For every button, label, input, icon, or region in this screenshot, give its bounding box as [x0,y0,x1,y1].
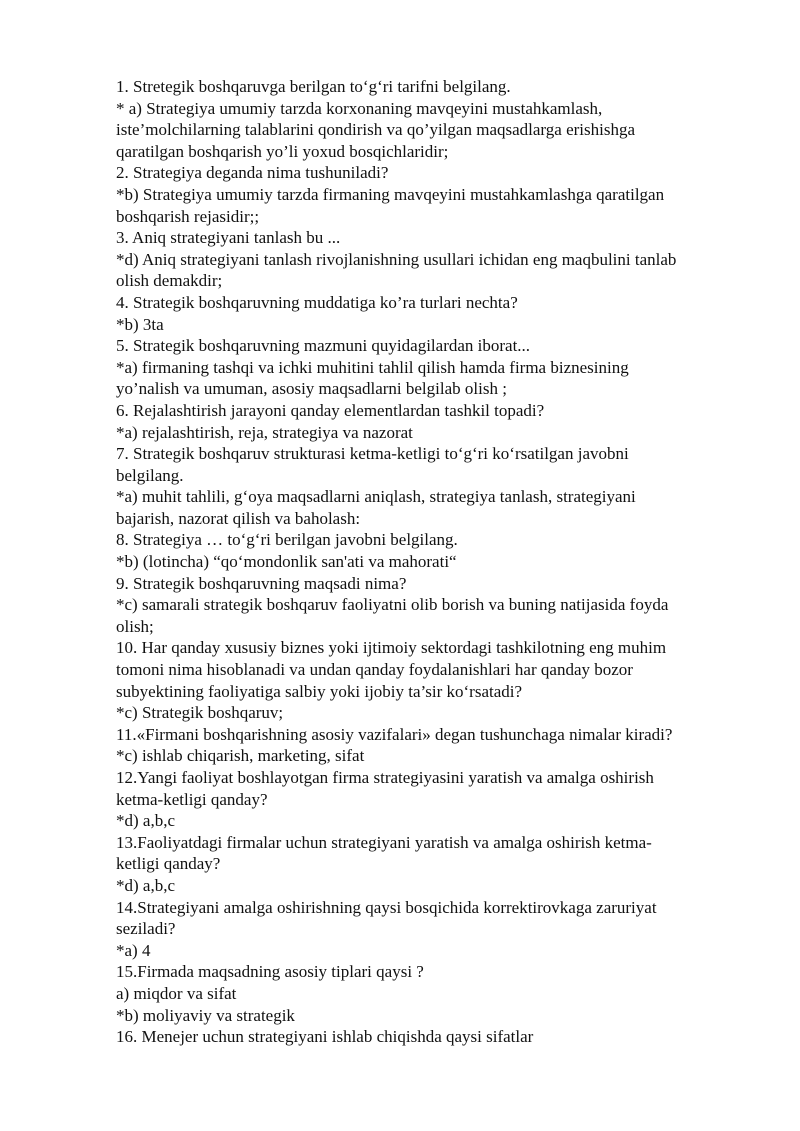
answer-5-line-1: *a) firmaning tashqi va ichki muhitini tahlil qilish hamda firma biznesining [116,357,629,377]
question-4: 4. Strategik boshqaruvning muddatiga ko’ra turlari nechta? [116,292,518,312]
answer-7-line-1: *a) muhit tahlili, g‘oya maqsadlarni aniqlash, strategiya tanlash, strategiyani [116,487,636,507]
answer-14: *a) 4 [116,940,151,960]
question-16: 16. Menejer uchun strategiyani ishlab chiqishda qaysi sifatlar [116,1027,534,1047]
answer-2-line-2: boshqarish rejasidir;; [116,206,260,226]
question-10-line-1: 10. Har qanday xususiy biznes yoki ijtimoiy sektordagi tashkilotning eng muhim [116,638,667,658]
document-page [116,76,756,1048]
answer-5-line-2: yo’nalish va umuman, asosiy maqsadlarni belgilab olish ; [116,379,507,399]
question-7-line-1: 7. Strategik boshqaruv strukturasi ketma-ketligi to‘g‘ri ko‘rsatilgan javobni [116,444,629,464]
answer-7-line-2: bajarish, nazorat qilish va baholash: [116,508,361,528]
answer-12: *d) a,b,c [116,811,176,831]
answer-2-line-1: *b) Strategiya umumiy tarzda firmaning mavqeyini mustahkamlashga qaratilgan [116,184,665,204]
question-13-line-2: ketligi qanday? [116,854,221,874]
question-9: 9. Strategik boshqaruvning maqsadi nima? [116,573,407,593]
question-15: 15.Firmada maqsadning asosiy tiplari qaysi ? [116,962,424,982]
question-6: 6. Rejalashtirish jarayoni qanday elementlardan tashkil topadi? [116,400,545,420]
question-14-line-2: seziladi? [116,919,176,939]
answer-1-line-1: * a) Strategiya umumiy tarzda korxonaning mavqeyini mustahkamlash, [116,98,603,118]
answer-13: *d) a,b,c [116,875,176,895]
answer-10: *c) Strategik boshqaruv; [116,703,284,723]
question-5: 5. Strategik boshqaruvning mazmuni quyidagilardan iborat... [116,336,531,356]
question-1: 1. Stretegik boshqaruvga berilgan to‘g‘ri tarifni belgilang. [116,77,511,96]
answer-9-line-1: *c) samarali strategik boshqaruv faoliyatni olib borish va buning natijasida foyda [116,595,669,615]
answer-15: *b) moliyaviy va strategik [116,1005,295,1025]
answer-9-line-2: olish; [116,616,154,636]
option-15-a: a) miqdor va sifat [116,983,237,1003]
answer-1-line-2: iste’molchilarning talablarini qondirish va qo’yilgan maqsadlarga erishishga [116,120,635,140]
question-14-line-1: 14.Strategiyani amalga oshirishning qaysi bosqichida korrektirovkaga zaruriyat [116,897,657,917]
answer-6: *a) rejalashtirish, reja, strategiya va nazorat [116,422,413,442]
question-3: 3. Aniq strategiyani tanlash bu ... [116,228,341,248]
question-7-line-2: belgilang. [116,465,184,485]
question-13-line-1: 13.Faoliyatdagi firmalar uchun strategiyani yaratish va amalga oshirish ketma- [116,832,652,852]
question-11: 11.«Firmani boshqarishning asosiy vazifalari» degan tushunchaga nimalar kiradi? [116,724,673,744]
answer-3-line-2: olish demakdir; [116,271,223,291]
question-10-line-2: tomoni nima hisoblanadi va undan qanday foydalanishlari har qanday bozor [116,660,633,680]
question-8: 8. Strategiya … to‘g‘ri berilgan javobni belgilang. [116,530,458,550]
answer-11: *c) ishlab chiqarish, marketing, sifat [116,746,365,766]
question-12-line-2: ketma-ketligi qanday? [116,789,268,809]
answer-4: *b) 3ta [116,314,164,334]
answer-3-line-1: *d) Aniq strategiyani tanlash rivojlanishning usullari ichidan eng maqbulini tanlab [116,249,677,269]
answer-1-line-3: qaratilgan boshqarish yo’li yoxud bosqichlaridir; [116,141,449,161]
question-10-line-3: subyektining faoliyatiga salbiy yoki ijobiy ta’sir ko‘rsatadi? [116,681,523,701]
answer-8: *b) (lotincha) “qo‘mondonlik san'ati va mahorati“ [116,552,457,572]
question-12-line-1: 12.Yangi faoliyat boshlayotgan firma strategiyasini yaratish va amalga oshirish [116,768,654,787]
question-2: 2. Strategiya deganda nima tushuniladi? [116,163,389,183]
